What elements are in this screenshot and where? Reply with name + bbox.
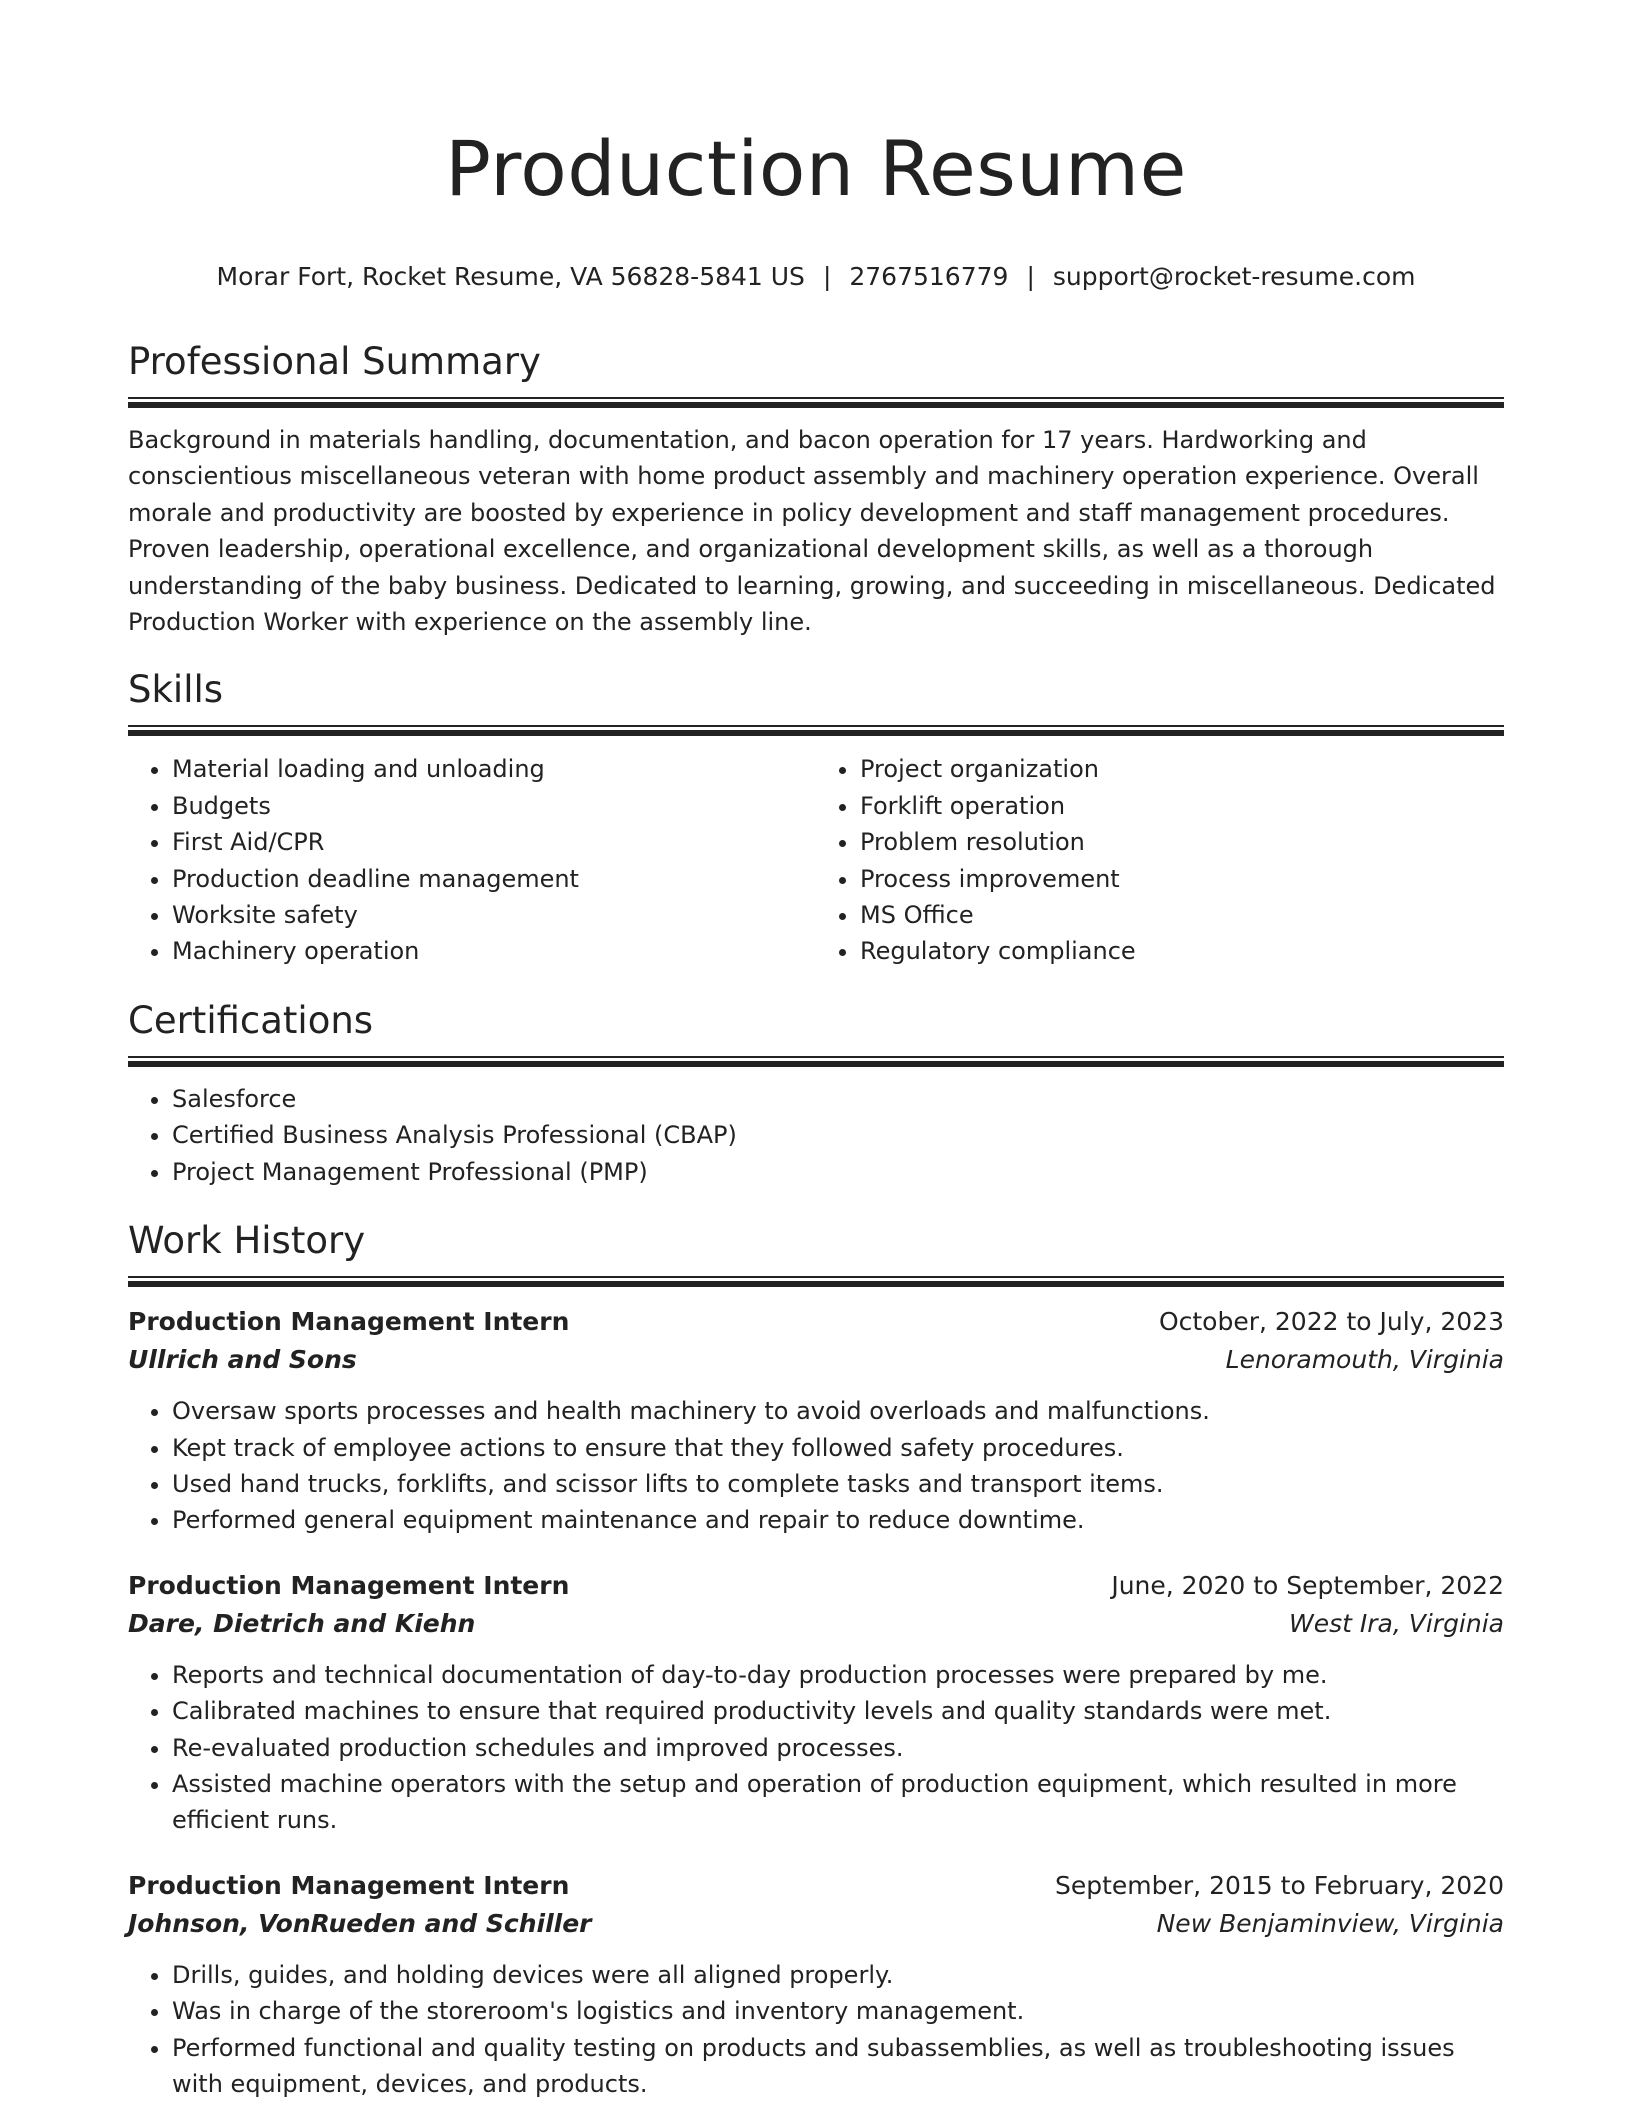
job-entry <box>128 1303 1504 1539</box>
section-divider <box>128 397 1504 408</box>
job-title: Production Management Intern <box>128 1870 570 1900</box>
list-item: • First Aid/CPR <box>172 824 816 860</box>
section-divider <box>128 1056 1504 1067</box>
job-bullets <box>128 1657 1504 1839</box>
separator: | <box>822 262 832 291</box>
job-subheader <box>128 1905 1504 1943</box>
list-item: • Worksite safety <box>172 897 816 933</box>
skills-section <box>128 667 1504 969</box>
job-entry <box>128 1867 1504 2103</box>
work-history-section <box>128 1218 1504 2102</box>
list-item: • Performed general equipment maintenance and repair to reduce downtime. <box>172 1502 1504 1538</box>
job-bullets <box>128 1957 1504 2103</box>
list-item: • Performed functional and quality testing on products and subassemblies, as well as troubleshooting issues with equipment, devices, and products. <box>172 2030 1504 2103</box>
summary-section <box>128 339 1504 640</box>
job-bullets <box>128 1393 1504 1539</box>
company-name: Johnson, VonRueden and Schiller <box>128 1908 592 1938</box>
page-title: Production Resume <box>445 124 1187 213</box>
certifications-list <box>128 1081 1504 1190</box>
section-heading-summary: Professional Summary <box>128 340 541 383</box>
list-item: • Salesforce <box>172 1081 1504 1117</box>
list-item: • MS Office <box>860 897 1504 933</box>
list-item: • Process improvement <box>860 861 1504 897</box>
job-dates: October, 2022 to July, 2023 <box>1158 1307 1504 1337</box>
list-item: • Budgets <box>172 788 816 824</box>
job-header <box>128 1867 1504 1905</box>
certifications-section <box>128 998 1504 1190</box>
job-header <box>128 1303 1504 1341</box>
section-divider <box>128 725 1504 736</box>
section-heading-certifications: Certifications <box>128 998 374 1042</box>
job-location: West Ira, Virginia <box>1289 1608 1504 1638</box>
list-item: • Project organization <box>860 751 1504 787</box>
company-name: Ullrich and Sons <box>128 1345 357 1375</box>
list-item: • Kept track of employee actions to ensure that they followed safety procedures. <box>172 1430 1504 1466</box>
job-entry <box>128 1567 1504 1839</box>
job-title: Production Management Intern <box>128 1307 570 1337</box>
skills-column-left <box>128 751 816 969</box>
list-item: • Project Management Professional (PMP) <box>172 1154 1504 1190</box>
list-item: • Regulatory compliance <box>860 933 1504 969</box>
list-item: • Oversaw sports processes and health machinery to avoid overloads and malfunctions. <box>172 1393 1504 1429</box>
section-divider <box>128 1276 1504 1287</box>
address: Morar Fort, Rocket Resume, VA 56828-5841 US <box>216 262 805 291</box>
job-location: New Benjaminview, Virginia <box>1156 1908 1504 1938</box>
phone: 2767516779 <box>849 262 1009 291</box>
section-heading-skills: Skills <box>128 668 224 712</box>
list-item: • Forklift operation <box>860 788 1504 824</box>
list-item: • Calibrated machines to ensure that required productivity levels and quality standards were met. <box>172 1693 1504 1729</box>
list-item: • Drills, guides, and holding devices were all aligned properly. <box>172 1957 1504 1993</box>
list-item: • Assisted machine operators with the setup and operation of production equipment, which resulted in more efficient runs. <box>172 1766 1504 1839</box>
contact-line <box>128 260 1504 294</box>
job-location: Lenoramouth, Virginia <box>1225 1345 1504 1375</box>
separator: | <box>1026 262 1035 291</box>
job-dates: June, 2020 to September, 2022 <box>1111 1570 1504 1600</box>
list-item: • Problem resolution <box>860 824 1504 860</box>
list-item: • Re-evaluated production schedules and improved processes. <box>172 1730 1504 1766</box>
list-item: • Used hand trucks, forklifts, and scissor lifts to complete tasks and transport items. <box>172 1466 1504 1502</box>
list-item: • Production deadline management <box>172 861 816 897</box>
email: support@rocket-resume.com <box>1052 262 1416 291</box>
list-item: • Material loading and unloading <box>172 751 816 787</box>
summary-text: Background in materials handling, documentation, and bacon operation for 17 years. Hardworking and conscientious miscellaneous veteran with home product assembly and machinery operation experience. Overall morale and productivity are boosted by experience in policy development and staff management procedures. Proven leadership, operational excellence, and organizational development skills, as well as a thorough understanding of the baby business. Dedicated to learning, growing, and succeeding in miscellaneous. Dedicated Production Worker with experience on the assembly line. <box>128 426 1496 637</box>
skills-list <box>128 751 1504 969</box>
list-item: • Certified Business Analysis Professional (CBAP) <box>172 1117 1504 1153</box>
job-subheader <box>128 1341 1504 1379</box>
company-name: Dare, Dietrich and Kiehn <box>128 1608 476 1638</box>
skills-column-right <box>816 751 1504 969</box>
list-item: • Reports and technical documentation of day-to-day production processes were prepared by me. <box>172 1657 1504 1693</box>
job-subheader <box>128 1605 1504 1643</box>
job-dates: September, 2015 to February, 2020 <box>1055 1870 1504 1900</box>
section-heading-work-history: Work History <box>128 1219 366 1263</box>
list-item: • Machinery operation <box>172 933 816 969</box>
list-item: • Was in charge of the storeroom's logistics and inventory management. <box>172 1993 1504 2029</box>
job-header <box>128 1567 1504 1605</box>
job-title: Production Management Intern <box>128 1570 570 1600</box>
